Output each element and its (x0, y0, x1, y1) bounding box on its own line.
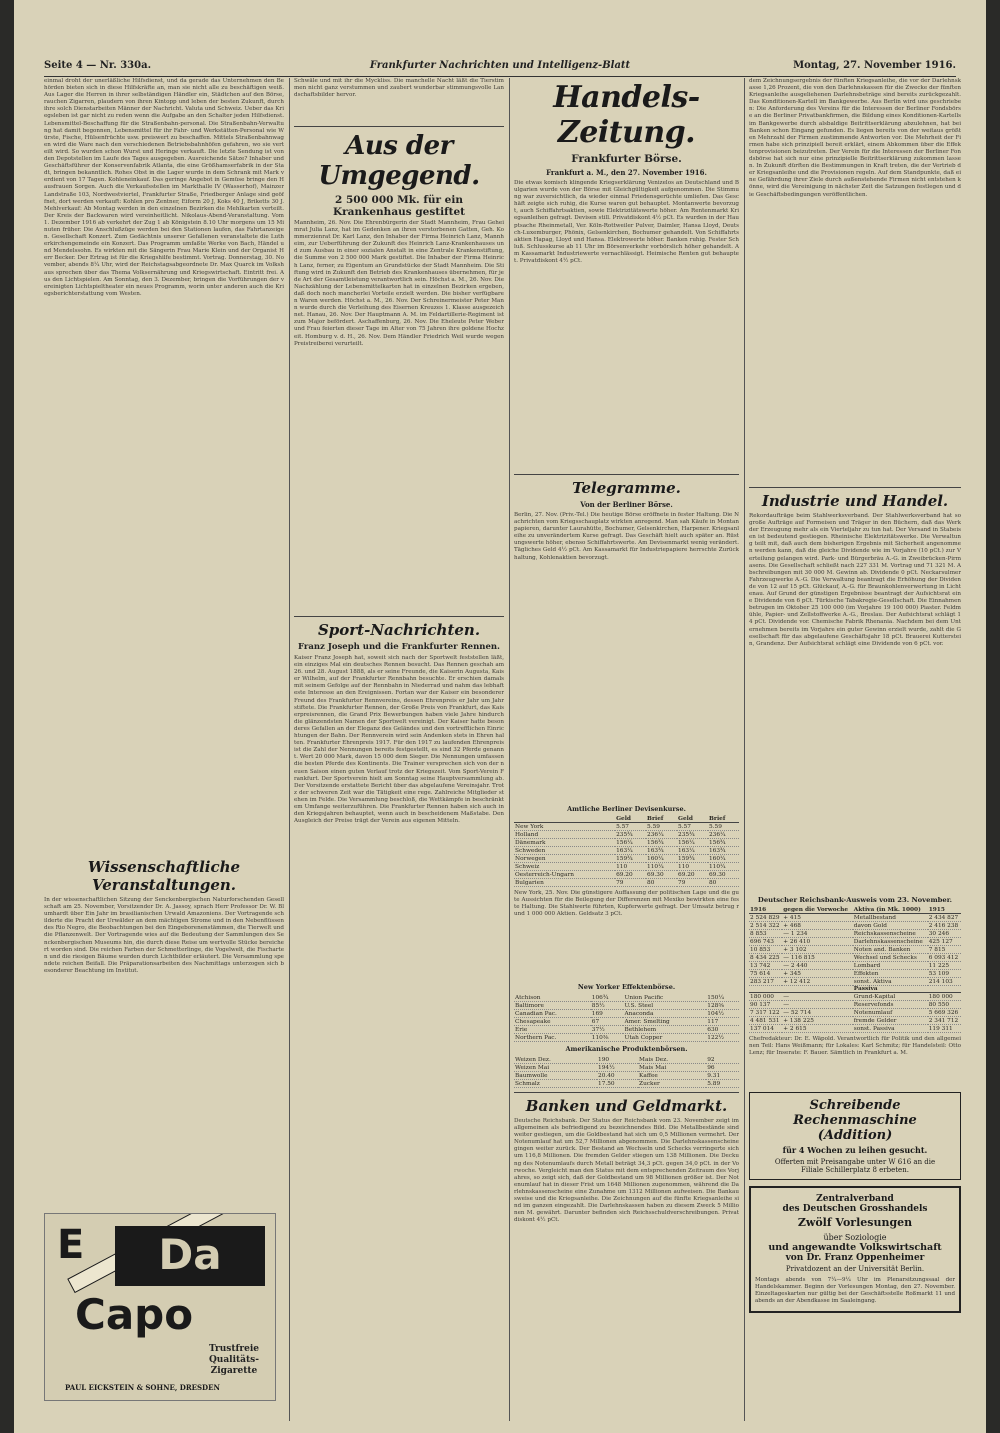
ad-headline: Zwölf Vorlesungen (797, 1216, 913, 1229)
business-section-title: Handels-Zeitung. (553, 80, 700, 150)
article-text-block: New York, 25. Nov. Die günstigere Auffassung der politischen Lage und die gute Aussichten für die Beilegung der Differenzen mit Mexiko bewirkten eine feste Haltung. Die Stahlwerte führten, Kupferwerte gefragt. Der Umsatz betrug rund 1 000 000 Aktien. Geldsatz 3 pCt. (514, 890, 739, 918)
article-text-block: Kaiser Franz Joseph hat, soweit sich nach der Sportwelt feststellen läßt, ein einziges Mal ein deutsches Rennen besucht. Das Rennen geschah am 26. und 28. August 1888, als er seine Freunde, die Kaiserin Augusta, Kaiser Wilhelm, auf der Frankfurter Rennbahn besuchte. Er erschien damals mit seinem Gefolge auf der Rennbahn in Niederrad und nahm das lebhafteste Interesse an den Ereignissen. Fortan war der Kaiser ein besonderer Freund des Frankfurter Rennvereins, dessen Ehrenpreis er Jahr um Jahr stiftete. Die Frankfurter Rennen, der Große Preis von Frankfurt, das Kaiserpreisrennen, die Grand Prix Bewerbungen haben viele Jahre hindurch die glänzendsten Namen der Sportwelt vereinigt. Der Kaiser hatte besonderes Gefallen an der Eleganz des Geländes und den vortrefflichen Einrichtungen der Bahn. Der Rennverein wird sein Andenken stets in Ehren halten. Frankfurter Ehrenpreis 1917. Für den 1917 zu laufenden Ehrenpreis ist die Zahl der Nennungen bereits festgestellt, es sind 32 Pferde genannt. Wert 20 000 Mark, davon 15 000 dem Sieger. Die Nennungen umfassen die besten Pferde des Kontinents. Die Trainer versprechen sich von der neuen Saison einen guten Verlauf trotz der Kriegszeit. Vom Sport-Verein Frankfurt. Der Sportverein hielt am Sonntag seine Hauptversammlung ab. Der Vorsitzende erstattete Bericht über das abgelaufene Vereinsjahr. Trotz der schweren Zeit war die Tätigkeit eine rege. Zahlreiche Mitglieder stehen im Felde. Die Versammlung beschloß, die Wettkämpfe in beschränktem Umfange weiterzuführen. Die Frankfurter Rennen haben sich auch in den Kriegsjahren behauptet, wenn auch in bescheidenem Maßstabe. Den Ausgleich der Preise trägt der Verein aus eigenen Mitteln. (294, 655, 504, 825)
ad-brand-da: Da (115, 1226, 265, 1286)
article-text-block: Die etwas komisch klingende Kriegserklärung Venizelos an Deutschland und Bulgarien wurde von der Börse mit Gleichgültigkeit aufgenommen. Die Stimmung war zuversichtlich, da wieder einmal Friedensgerüchte umliefen. Das Geschäft zeigte sich ruhig, die Kurse waren gut behauptet. Montanwerte bevorzugt, auch Schiffahrtsaktien, sowie Elektrizitätswerte höher. Am Rentenmarkt Kriegsanleihen gefragt. Devisen still. Privatdiskont 4½ pCt. Es wurden in der Hauptsache Rheinmetall, Ver. Köln-Rottweiler Pulver, Daimler, Hansa Lloyd, Deutsch-Luxemburger, Phönix, Gelsenkirchen, Bochumer gehandelt. Von Schiffahrtsaktien Hapag, Lloyd und Hansa. Elektrowerte höher. Banken ruhig. Fester Schluß. Schlusskurse ab 11 Uhr im Börsenverkehr vorbörslich höher gehandelt. Am Kassamarkt Industriewerte vernachlässigt. Heimische Renten gut behauptet. Privatdiskont 4½ pCt. (514, 180, 739, 265)
ad-topic: über Soziologie (823, 1233, 887, 1242)
devisen-title: Amtliche Berliner Devisenkurse. (567, 805, 686, 813)
separator (749, 487, 961, 488)
banken-section-title: Banken und Geldmarkt. (525, 1097, 728, 1115)
regional-subtitle: 2 500 000 Mk. für ein Krankenhaus gestiftet (333, 194, 465, 218)
column-rule (744, 78, 745, 1421)
business-subtitle: Frankfurter Börse. (571, 153, 682, 165)
article-text-block: Schwäle und mit ihr die Myckliss. Die manchelle Nacht läßt die Tierstimmen nicht ganz verstummen und zaubert wunderbar stimmungsvolle Landschaftsbilder hervor. (294, 78, 504, 99)
ad-tagline: Trustfreie Qualitäts- Zigarette (208, 1344, 259, 1376)
ad-lecturer-title: Privatdozent an der Universität Berlin. (785, 1265, 925, 1273)
issue-date: Montag, 27. November 1916. (793, 60, 956, 71)
page-header (44, 60, 956, 77)
article-text-block: Mannheim, 26. Nov. Die Ehrenbürgerin der Stadt Mannheim, Frau Geheimrat Julia Lanz, hat im Gedenken an ihren verstorbenen Gatten, Geh. Kommerzienrat Dr. Karl Lanz, den Inhaber der Firma Heinrich Lanz, Mannheim, zur Ueberführung der Zukunft des Heinrich Lanz-Krankenhauses und zum Ausbau in einer sozialen Anstalt in eine Zentrale Krankenstiftung, die Summe von 2 500 000 Mark gestiftet. Die Inhaber der Firma Heinrich Lanz, ferner, zu Eigentum an Grundstücke der Stadt Mannheim. Die Stiftung wird in Zukunft den Betrieb des Krankenhauses übernehmen, für jede Art der Gesamtleistung verantwortlich sein. Höchst a. M., 26. Nov. Die Nachzählung der Lebensmittelkarten hat in einzelnen Bezirken ergeben, daß doch noch mancherlei Vorteile erzielt werden. Die bisher verfügbaren Waren werden. Höchst a. M., 26. Nov. Der Schreinermeister Peter Mann wurde durch die Verleihung des Eisernen Kreuzes 1. Klasse ausgezeichnet. Hanau, 26. Nov. Der Hauptmann A. M. im Feldartillerie-Regiment ist zum Major befördert. Aschaffenburg, 26. Nov. Die Eheleute Peter Weber und Frau feierten dieser Tage im Alter von 75 Jahren ihre goldene Hochzeit. Homburg v. d. H., 26. Nov. Dem Händler Friedrich Weil wurde wegen Preistreiberei verurteilt. (294, 220, 504, 347)
ad-lecturer: von Dr. Franz Oppenheimer (785, 1253, 925, 1263)
article-text-block: Rekordaufträge beim Stahlwerksverband. Der Stahlwerksverband hat so große Aufträge auf Formeisen und Träger in den Büchern, daß das Werk der Erzeugung mehr als ein Vierteljahr zu tun hat. Der Versand in Stabeisen ist bedeutend gestiegen. Rheinische Elektrizitätswerke. Die Verwaltung teilt mit, daß auch dem bisherigen Ergebnis mit Sicherheit angenommen werden kann, daß die gleiche Dividende wie im Vorjahre (10 pCt.) zur Verteilung gelangen wird. Park- und Bürgerbräu A.-G. in Zweibrücken-Pirmasens. Die Gesellschaft schließt nach 227 331 M. Vortrag und 71 321 M. Abschreibungen mit 30 000 M. Gewinn ab. Dividende 0 pCt. Neckarsulmer Fahrzeugwerke A.-G. Die Verwaltung beantragt die Erhöhung der Dividende von 12 auf 15 pCt. Glückauf, A.-G. für Braunkohlenverwertung in Lichtenau. Auf Grund der günstigen Ergebnisse beantragt der Aufsichtsrat eine Dividende von 6 pCt. Türkische Tabakregie-Gesellschaft. Die Einnahmen betrugen im Oktober 25 100 000 (im Vorjahre 19 100 000) Piaster. Feldmühle, Papier- und Zellstoffwerke A.-G., Breslau. Der Aufsichtsrat schlägt 14 pCt. Dividende vor. Chemische Fabrik Rhenania. Nachdem bei dem Unternehmen bereits im Vorjahre ein guter Gewinn erzielt wurde, zahlt die Gesellschaft für das abgelaufene Geschäftsjahr 18 pCt. Brauerei Kutterstein, Grandenz. Der Aufsichtsrat schlägt eine Dividende von 6 pCt. vor. (749, 513, 961, 647)
produkten-title: Amerikanische Produktenbörsen. (565, 1045, 688, 1053)
page-number: Seite 4 — Nr. 330a. (44, 60, 152, 71)
effekten-title: New Yorker Effektenbörse. (577, 983, 676, 991)
ad-brand-capo: Capo (75, 1290, 194, 1339)
ad-offer: Offerten mit Preisangabe unter W 616 an die (774, 1158, 936, 1166)
ad-letter: E (57, 1222, 85, 1268)
industry-section-title: Industrie und Handel. (761, 492, 949, 510)
dateline: Frankfurt a. M., den 27. November 1916. (546, 168, 707, 177)
article-text-block: Chefredakteur: Dr. E. Wäpold. Verantwortlich für Politik und den allgemeinen Teil: Hans Weißmann; für Lokales: Karl Schmitz; für Handelsteil: Otto Lenz; für Inserate: F. Bauer. Sämtlich in Frankfurt a. M. (749, 1036, 961, 1057)
lecture-ad (749, 1186, 961, 1313)
ad-org: Zentralverband (816, 1194, 894, 1204)
reichsbank-title: Deutscher Reichsbank-Ausweis vom 23. November. (757, 896, 953, 904)
produkten-table: Weizen Dez. 190 Mais Dez. 92 Weizen Mai 194½ Mais Mai 96 Baumwolle 20.40 Kaffee 9.31 Schmalz 17.50 Zucker 5.89 (514, 1056, 739, 1088)
column-1 (44, 78, 284, 1423)
regional-section-title: Aus der Umgegend. (318, 131, 480, 191)
separator (294, 616, 504, 617)
article-text-block: einmal droht der unerläßliche Hilfsdienst, und da gerade das Unternehmen den Behörden bieten sich in diese Hilfskräfte an, man sie nicht alle zu beschäftigen weiß. Aus Lager die Herren in ihrer selbständigen Händler ein, Städtchen auf den Börse, rauchen Zigarren, plaudern von ihren Kintopp und leben der besten Zukunft, durch ihre solch Dienstarbeiten Männer der Nachricht. Valuta und Schweiz. Ueber das Kriegsleben ist gar nicht zu reden wenn die Aufgabe an den Schalter jeden Hilfsdienst. Lebensmittel-Beschaffung für die Straßenbahn-personal. Die Straßenbahn-Verwaltung hat damit begonnen, Lebensmittel für ihr Fahr- und Werkstätten-Personal wie Würste, Fische, Hülsenfrüchte usw. preiswert zu beschaffen. Mittels Straßenbahnwagen wird die Ware nach den verschiedenen Betriebsbahnhöfen gefahren, wo sie verteilt wird. So wurden schon Wurst und Heringe verkauft. Die letzte Sendung ist von den Depotstellen im Laufe des Tages ausgegeben. Ausreichende Sätze? Inhaber und Geschäftsführer der Konservenfabrik Atlanta, die eine Größhamserfabrik in der Stadt, bringen bekanntlich. Rohes Obst in die Lager wurde in dem Schrank mit Mark verdient von 17 Tagen. Kohleneinkauf. Das geringe Angebot in Gemüse bringe den Hausfrauen Sorgen. Auch die Verkaufsstellen im Markthalle IV (Wasserhof), Mainzer Landstraße 103, Nordwestviertel, Frankfurter Straße, Friedberger Anlage sind geöffnet, dort werden verkauft: Kohlen pro Zentner, Eiform 20 J, Koks 40 J, Briketts 30 J. Mehlverkauf: Ab Montag werden in den einzelnen Bezirken die Mehlkarten verteilt. Der Kreis der Backwaren wird vereinheitlicht. Nikolaus-Abend-Veranstaltung. Vom 1. Dezember 1916 ab verkehrt der Zug 1 ab Königstein 8.10 Uhr morgens um 15 Minuten früher. Die Anschlußzüge werden bei den Stationen laufen, das Fahrtanzeigen. Gesellschaft Konzert. Zum Gedächtnis unserer Gefallenen veranstaltete die Lutherkirchengemeinde ein Konzert. Das Programm umfaßte Werke von Bach, Händel und Mendelssohn. Es wirkten mit die Sängerin Frau Marie Klein und der Organist Herr Becker. Der Ertrag ist für die Kriegshilfe bestimmt. Vortrag. Donnerstag, 30. November, abends 8¼ Uhr, wird der Reichstagsabgeordnete Dr. Max Quarck im Volkshaus sprechen über das Thema Volksernährung und Kriegswirtschaft. Eintritt frei. Aus den Lichtspielen. Am Sonntag, den 3. Dezember, bringen die Vorführungen der vereinigten Lichtspieltheater ein neues Programm, worin unter anderen auch die Kriegsberichterstattung vom Westen. (44, 78, 284, 297)
separator (514, 474, 739, 475)
article-text-block: dem Zeichnungsergebnis der fünften Kriegsanleihe, die vor der Darlehnskasse 1,26 Prozent, die von den Darlehnskassen für die Zwecke der fünften Kriegsanleihe ausgeliehenen Darlehnsbeträge sind bereits zurückgezahlt. Das Konditionen-Kartell im Bankgewerbe. Aus Berlin wird uns geschrieben: Die Anforderung des Vereins für die Interessen der Berliner Fondsbörse an die Berliner Privatbankfirmen, die Bildung eines Konditionen-Kartells im Bankgewerbe durch alsbaldige Beitrittserklärung abzulehnen, hat bei Banken schon Eingang gefunden. Es liegen bereits von der weitaus größten Mehrzahl der Firmen zustimmende Antworten vor. Die Mehrheit der Firmen habe sich prinzipiell bereit erklärt, einem Abkommen über die Effektenprovisionen beizutreten. Der Verein für die Interessen der Berliner Fondsbörse hat sich nur eine prinzipielle Beitrittserklärung zukommen lassen. In Zukunft dürften die Bestimmungen in Kraft treten, die der Vertrieb der Kriegsanleihe und die Provisionen regeln. Auf dem Standpunkte, daß eine Gefährdung ihrer Ziele durch außenstehende Firmen nicht entstehen könne, wird die Vereinigung in nächster Zeit die Satzungen festlegen und die Geschäftsbedingungen veröffentlichen. (749, 78, 961, 198)
article-text-block: In der wissenschaftlichen Sitzung der Senckenbergischen Naturforschenden Gesellschaft am 25. November, Vorsitzender Dr. A. Jassoy, sprach Herr Professor Dr. W. Blumhardt über Ein Jahr im brasilianischen Urwald Amazoniens. Der Vortragende schilderte die Pracht der Urwälder an dem mächtigen Strome und in den Nebenflüssen des Rio Negro, die Beobachtungen bei den Eingeborenenstämmen, die Tierwelt und die Pflanzenwelt. Der Vortragende wies auf die Bedeutung der Sammlungen des Senckenbergischen Museums hin, die durch diese Reise um wertvolle Stücke bereichert worden sind. Die reichen Farben der Schmetterlinge, die Vogelwelt, die Fischarten und die riesigen Bäume wurden durch Lichtbilder erläutert. Die Versammlung spendete reichen Beifall. Die Präparationsarbeiten des Nachmittags unterzogen sich besonderer Beachtung im Institut. (44, 897, 284, 974)
ad-subline: für 4 Wochen zu leihen gesucht. (782, 1145, 928, 1155)
article-text-block: Deutsche Reichsbank. Der Status der Reichsbank vom 23. November zeigt im allgemeinen als befriedigend zu bezeichnendes Bild. Die Metallbestände sind weiter gestiegen, um die Goldbestand hat sich um 0,5 Millionen vermehrt. Der Notenumlauf hat um 52,7 Millionen abgenommen. Die Darlehnskassenscheine gingen weiter zurück. Der Bestand an Wechseln und Schecks verringerte sich um 116,8 Millionen. Die fremden Gelder stiegen um 138 Millionen. Die Deckung des Notenumlaufs durch Metall beträgt 34,3 pCt. gegen 34,0 pCt. in der Vorwoche. Vergleicht man den Status mit dem entsprechenden Zeitraum des Vorjahres, so zeigt sich, daß der Goldbestand um 98 Millionen größer ist. Der Notenumlauf hat in dieser Frist um 1648 Millionen zugenommen, während die Darlehnskassenscheine eine Zunahme um 1312 Millionen aufweisen. Die Bankausweise und die Kriegsanleihe. Die Zeichnungen auf die fünfte Kriegsanleihe sind im ganzen eingezahlt. Die Darlehnskassen haben zu diesem Zweck 5 Millionen M. gewährt. Darunter befinden sich Reichsschuldverschreibungen. Privatdiskont 4½ pCt. (514, 1118, 739, 1224)
dacapo-cigarette-ad (44, 1213, 276, 1401)
ad-details: Montags abends von 7¼—9¼ Uhr im Plenarsitzungssaal der Handelskammer. Beginn der Vorlesungen Montag, den 27. November. Einzeltageskarten nur gültig bei der Geschäftsstelle Roßmarkt 11 und abends an der Abendkasse im Saaleingang. (755, 1277, 955, 1304)
masthead: Frankfurter Nachrichten und Intelligenz-Blatt (369, 60, 631, 71)
column-rule (289, 78, 290, 1421)
ad-topic-2: und angewandte Volkswirtschaft (768, 1242, 942, 1253)
telegram-section-title: Telegramme. (572, 479, 681, 497)
ad-address: Filiale Schillerplatz 8 erbeten. (801, 1166, 909, 1174)
devisen-table: Geld Brief Geld Brief New York 5.57 5.59 5.57 5.59 Holland 235¾ 236¼ 235¾ 236¼ Dänemark 156¼ 156¾ 156¼ 156¾ Schweden 163¼ 163¾ 163¼ 163¾ Norwegen 159¾ 160¼ 159¾ 160¼ Schweiz 110 110¼ 110 110¼ Oesterreich-Ungarn 69.20 69.30 69.20 69.30 Bulgarien 79 80 79 80 (514, 816, 739, 887)
ad-headline: Schreibende Rechenmaschine (Addition) (793, 1098, 917, 1143)
sport-section-title: Sport-Nachrichten. (317, 621, 481, 639)
reichsbank-table: 1916 gegen die Vorwoche Aktiva (in Mk. 1000) 1915 2 524 829 + 415 Metallbestand 2 434 827 2 514 322 + 468 davon Gold 2 416 238 8 853 — 1 234 Reichskassenscheine 30 246 696 743 + 26 410 Darlehnskassenscheine 425 127 10 853 + 3 102 Noten and. Banken 7 815 8 434 225 — 116 815 Wechsel und Schecks 6 093 412 13 742 — 2 440 Lombard 11 225 75 614 + 345 Effekten 53 109 283 217 + 12 412 sonst. Aktiva 214 103 Passiva 180 000 — Grund-Kapital 180 000 90 137 — Reservefonds 80 550 7 317 122 — 52 714 Notenumlauf 5 669 326 4 481 531 + 138 225 fremde Gelder 2 341 712 137 014 + 2 615 sonst. Passiva 119 311 (749, 907, 961, 1033)
effekten-table: Atchison 106¾ Union Pacific 150¼ Baltimore 85½ U.S. Steel 128⅜ Canadian Pac. 169 Anaconda 104½ Chesapeake 67 Amer. Smelting 117 Erie 37½ Bethlehem 630 Northern Pac. 110⅜ Utah Copper 122½ (514, 994, 739, 1042)
newspaper-page (14, 0, 986, 1433)
column-rule (509, 78, 510, 1421)
ad-org-sub: des Deutschen Grosshandels (782, 1204, 928, 1214)
telegram-subtitle: Von der Berliner Börse. (580, 500, 673, 509)
sport-subtitle: Franz Joseph und die Frankfurter Rennen. (297, 642, 500, 652)
column-3 (514, 78, 739, 1423)
article-text-block: Berlin, 27. Nov. (Priv.-Tel.) Die heutige Börse eröffnete in fester Haltung. Die Nachrichten vom Kriegsschauplatz wirkten anregend. Man sah Käufe in Montanpapieren, darunter Laurahütte, Bochumer, Gelsenkirchen, Harpener. Kriegsanleihe zu unverändertem Kurse gefragt. Das Geschäft hielt auch später an. Rüstungswerte höher, ebenso Schiffahrtswerte. Am Devisenmarkt wenig verändert. Tägliches Geld 4½ pCt. Am Kassamarkt für Industriepapiere herrschte Zurückhaltung, Kohlenaktien bevorzugt. (514, 512, 739, 561)
separator (294, 126, 504, 127)
column-4 (749, 78, 961, 1423)
column-2 (294, 78, 504, 1423)
calculator-ad (749, 1092, 961, 1180)
separator (514, 1092, 739, 1093)
ad-maker: PAUL EICKSTEIN & SOHNE, DRESDEN (65, 1383, 220, 1392)
science-section-title: Wissenschaftliche Veranstaltungen. (87, 858, 241, 894)
